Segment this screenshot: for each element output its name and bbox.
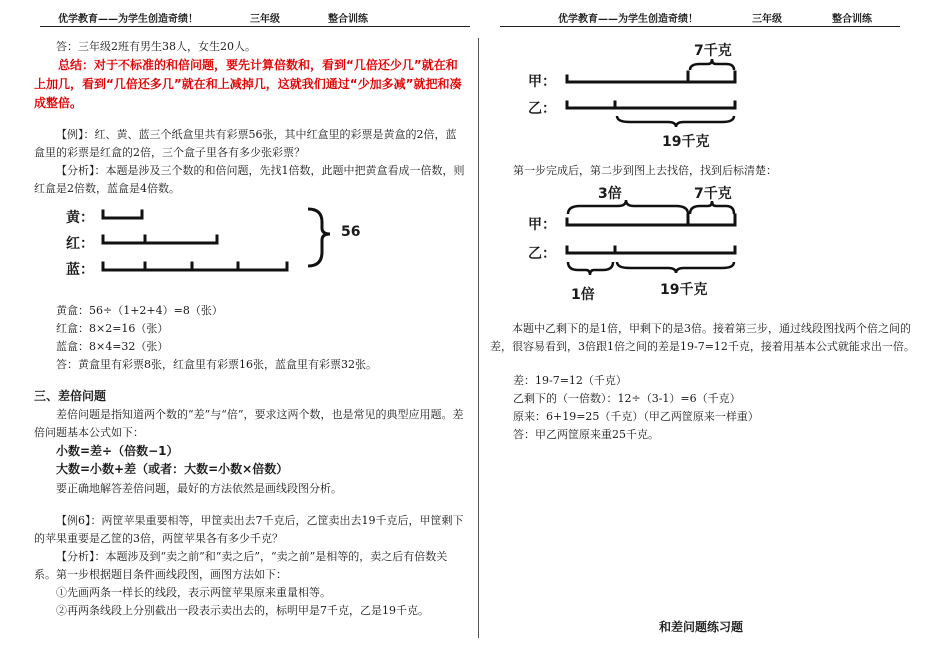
diagram-label-blue: 蓝： (66, 262, 94, 278)
header-subject: 整合训练 (328, 14, 368, 25)
header-org: 优学教育——为学生创造奇绩！ (58, 14, 198, 25)
summary-note: 总结：对于不标准的和倍问题，要先计算倍数和，看到“几倍还少几”就在和上加几，看到“几倍还多几”就在和上减掉几，这就我们通过“少加多减”就把和凑成整倍。 (34, 58, 462, 110)
header-org: 优学教育——为学生创造奇绩！ (558, 14, 698, 25)
diag2-label-yi: 乙： (528, 246, 556, 262)
formula-note: 要正确地解答差倍问题，最好的方法依然是画线段图分析。 (56, 482, 342, 495)
diag1-label-yi: 乙： (528, 101, 556, 117)
diagram-label-red: 红： (66, 236, 94, 252)
diag1-label-19kg: 19千克 (662, 134, 710, 150)
diag2-label-7kg: 7千克 (694, 186, 732, 202)
example-problem: 【例】：红、黄、蓝三个纸盒里共有彩票56张，其中红盒里的彩票是黄盒的2倍，蓝盒里的彩票是红盒的2倍，三个盒子里各有多少张彩票？ (34, 128, 457, 159)
step-three-explain: 本题中乙剩下的是1倍，甲剩下的是3倍。接着第三步，通过线段图找两个倍之间的差，很容易看到，3倍跟1倍之间的差是19-7=12千克，接着用基本公式就能求出一倍。 (490, 322, 915, 353)
calc-difference: 差：19-7=12（千克） (513, 374, 627, 387)
exercise-title: 和差问题练习题 (659, 620, 744, 634)
diagram-total: 56 (341, 224, 361, 240)
calc-red: 红盒：8×2=16（张） (56, 322, 169, 335)
example6-analysis: 【分析】：本题涉及到“卖之前”和“卖之后”，“卖之前”是相等的，卖之后有倍数关系。第一步根据题目条件画线段图，画图方法如下： (34, 550, 448, 581)
diag2-label-jia: 甲： (528, 217, 556, 233)
example6-problem: 【例6】：两筐苹果重要相等，甲筐卖出去7千克后，乙筐卖出去19千克后，甲筐剩下的苹果重要是乙筐的3倍，两筐苹果各有多少千克？ (34, 514, 464, 545)
diag2-label-3x: 3倍 (598, 186, 622, 202)
formula-large: 大数=小数+差（或者：大数=小数×倍数） (56, 462, 289, 476)
formula-small: 小数=差÷（倍数−1） (56, 444, 179, 458)
step-two-text: 第一步完成后，第二步到图上去找倍，找到后标清楚： (513, 164, 777, 177)
calc-original: 原来：6+19=25（千克）（甲乙两筐原来一样重） (513, 410, 759, 423)
answer-previous: 答：三年级2班有男生38人，女生20人。 (56, 40, 256, 53)
section-title: 三、差倍问题 (34, 389, 107, 403)
diag2-label-1x: 1倍 (571, 287, 595, 303)
header-grade: 三年级 (250, 14, 280, 25)
step-one: ①先画两条一样长的线段，表示两筐苹果原来重量相等。 (56, 586, 331, 599)
header-grade: 三年级 (752, 14, 782, 25)
diag1-label-jia: 甲： (528, 74, 556, 90)
calc-answer-right: 答：甲乙两筐原来重25千克。 (513, 428, 659, 441)
header-subject: 整合训练 (832, 14, 872, 25)
calc-one-multiple: 乙剩下的（一倍数）：12÷（3-1）=6（千克） (513, 392, 741, 405)
calc-answer: 答：黄盒里有彩票8张，红盒里有彩票16张，蓝盒里有彩票32张。 (56, 358, 377, 371)
calc-yellow: 黄盒：56÷（1+2+4）=8（张） (56, 304, 223, 317)
example-analysis: 【分析】：本题是涉及三个数的和倍问题，先找1倍数，此题中把黄盒看成一倍数，则红盒是2倍数，蓝盒是4倍数。 (34, 164, 465, 195)
step-two: ②再两条线段上分别截出一段表示卖出去的，标明甲是7千克，乙是19千克。 (56, 604, 429, 617)
diag1-label-7kg: 7千克 (694, 43, 732, 59)
calc-blue: 蓝盒：8×4=32（张） (56, 340, 169, 353)
diagram-label-yellow: 黄： (66, 210, 94, 226)
section-intro: 差倍问题是指知道两个数的“差”与“倍”，要求这两个数，也是常见的典型应用题。差倍问题基本公式如下： (34, 408, 464, 439)
diag2-label-19kg: 19千克 (660, 282, 708, 298)
